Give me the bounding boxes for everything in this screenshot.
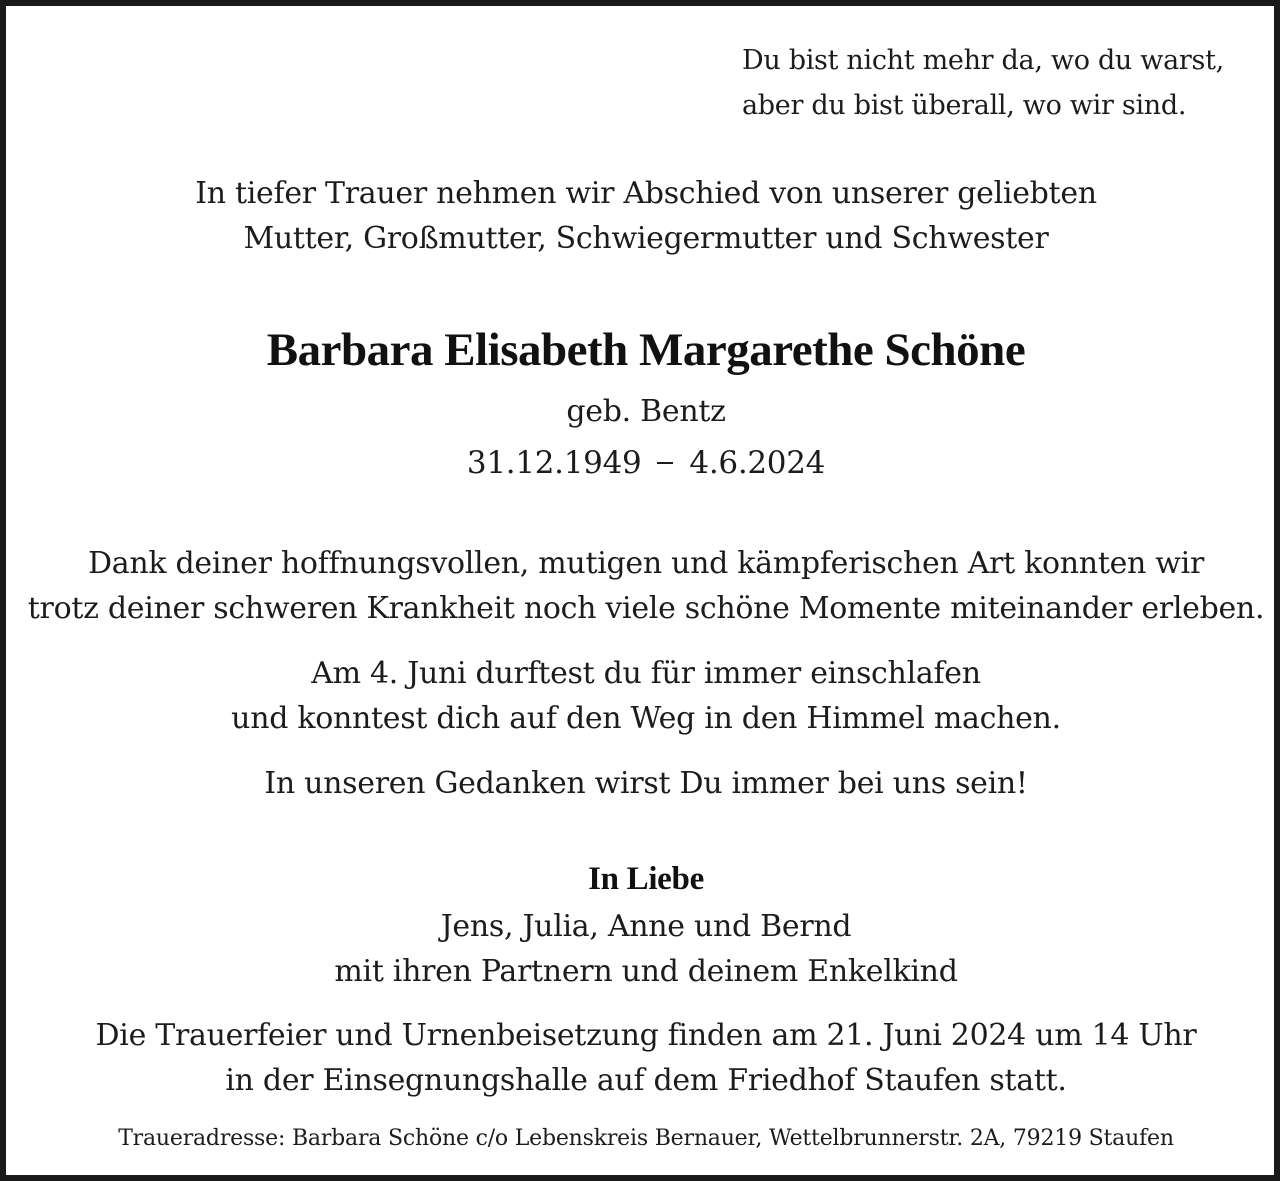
signature-line-2: mit ihren Partnern und deinem Enkelkind: [334, 954, 958, 989]
tribute-line-5: In unseren Gedanken wirst Du immer bei uns sein!: [264, 766, 1028, 801]
tribute-line-4: und konntest dich auf den Weg in den Himmel machen.: [231, 701, 1061, 736]
deceased-name: Barbara Elisabeth Margarethe Schöne: [266, 324, 1026, 376]
motto-line-2: aber du bist überall, wo wir sind.: [742, 90, 1187, 121]
signature-heading: In Liebe: [588, 861, 704, 897]
date-dash: [657, 462, 673, 464]
date-born: 31.12.1949: [466, 445, 642, 481]
date-died: 4.6.2024: [689, 445, 826, 481]
tribute-line-2: trotz deiner schweren Krankheit noch viele schöne Momente miteinander erleben.: [27, 591, 1265, 626]
birth-name: geb. Bentz: [566, 394, 726, 429]
tribute-line-3: Am 4. Juni durftest du für immer einschlafen: [311, 656, 981, 691]
life-dates: [6, 443, 1280, 483]
intro-line-1: In tiefer Trauer nehmen wir Abschied von unserer geliebten: [195, 176, 1097, 211]
intro-line-2: Mutter, Großmutter, Schwiegermutter und Schwester: [243, 221, 1049, 256]
signature-line-1: Jens, Julia, Anne und Bernd: [440, 909, 852, 944]
mourning-address: Traueradresse: Barbara Schöne c/o Lebenskreis Bernauer, Wettelbrunnerstr. 2A, 79219 Staufen: [118, 1126, 1174, 1151]
ceremony-line-1: Die Trauerfeier und Urnenbeisetzung finden am 21. Juni 2024 um 14 Uhr: [95, 1018, 1197, 1053]
ceremony-line-2: in der Einsegnungshalle auf dem Friedhof Staufen statt.: [225, 1063, 1067, 1098]
motto-line-1: Du bist nicht mehr da, wo du warst,: [742, 45, 1224, 76]
tribute-line-1: Dank deiner hoffnungsvollen, mutigen und kämpferischen Art konnten wir: [88, 546, 1204, 581]
